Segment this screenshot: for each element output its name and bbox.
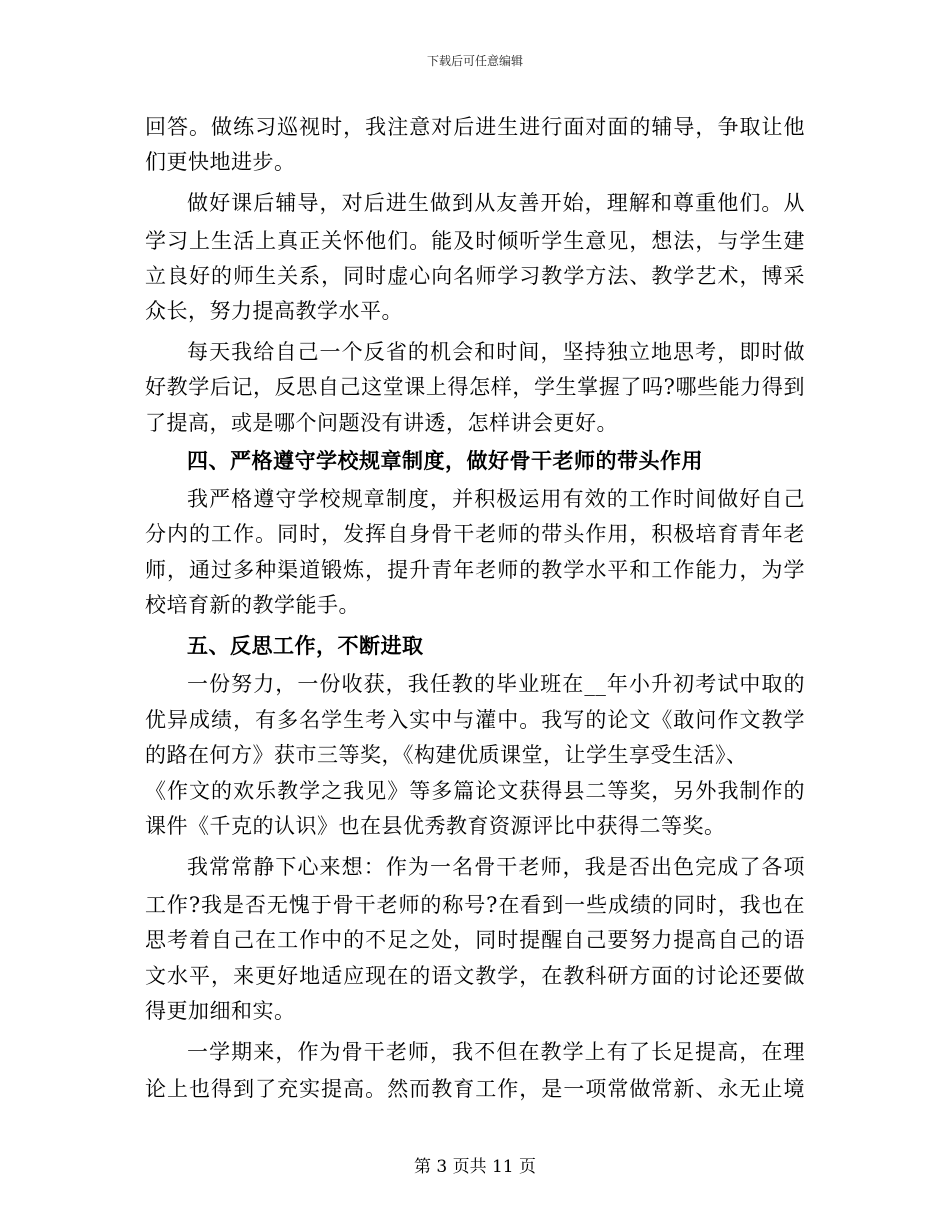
- body-line: 得更加细和实。: [145, 999, 296, 1023]
- body-line: 思考着自己在工作中的不足之处，同时提醒自己要努力提高自己的语: [145, 928, 805, 952]
- body-line: 校培育新的教学能手。: [145, 593, 360, 617]
- page-footer: 第 3 页共 11 页: [413, 1157, 537, 1177]
- body-line: 回答。做练习巡视时，我注意对后进生进行面对面的辅导，争取让他: [145, 115, 805, 139]
- body-line: 学习上生活上真正关怀他们。能及时倾听学生意见，想法，与学生建: [145, 229, 805, 253]
- body-line: 优异成绩，有多名学生考入实中与灌中。我写的论文《敢问作文教学: [145, 708, 805, 732]
- body-line: 师，通过多种渠道锻炼，提升青年老师的教学水平和工作能力，为学: [145, 558, 805, 582]
- body-line: 我严格遵守学校规章制度，并积极运用有效的工作时间做好自己: [187, 487, 805, 511]
- body-line: 分内的工作。同时，发挥自身骨干老师的带头作用，积极培育青年老: [145, 522, 805, 546]
- body-line: 众长，努力提高教学水平。: [145, 299, 403, 323]
- body-line: 做好课后辅导，对后进生做到从友善开始，理解和尊重他们。从: [187, 191, 805, 215]
- body-line: 一份努力，一份收获，我任教的毕业班在__年小升初考试中取的: [187, 672, 805, 696]
- body-line: 了提高，或是哪个问题没有讲透，怎样讲会更好。: [145, 411, 618, 435]
- body-line: 的路在何方》获市三等奖，《构建优质课堂，让学生享受生活》、: [145, 743, 748, 767]
- page-header: 下载后可任意编辑: [426, 54, 523, 68]
- section-heading: 四、严格遵守学校规章制度，做好骨干老师的带头作用: [187, 448, 703, 473]
- body-line: 一学期来，作为骨干老师，我不但在教学上有了长足提高，在理: [187, 1040, 805, 1064]
- section-heading: 五、反思工作，不断进取: [187, 633, 424, 658]
- body-line: 课件《千克的认识》也在县优秀教育资源评比中获得二等奖。: [145, 814, 726, 838]
- body-line: 《作文的欢乐教学之我见》等多篇论文获得县二等奖，另外我制作的: [145, 779, 805, 803]
- body-line: 好教学后记，反思自己这堂课上得怎样，学生掌握了吗?哪些能力得到: [145, 375, 805, 399]
- body-line: 立良好的师生关系，同时虚心向名师学习教学方法、教学艺术，博采: [145, 264, 805, 288]
- body-line: 工作?我是否无愧于骨干老师的称号?在看到一些成绩的同时，我也在: [145, 893, 805, 917]
- body-line: 我常常静下心来想：作为一名骨干老师，我是否出色完成了各项: [187, 855, 805, 879]
- body-line: 每天我给自己一个反省的机会和时间，坚持独立地思考，即时做: [187, 340, 805, 364]
- body-line: 们更快地进步。: [145, 150, 296, 174]
- body-line: 文水平，来更好地适应现在的语文教学，在教科研方面的讨论还要做: [145, 964, 805, 988]
- body-line: 论上也得到了充实提高。然而教育工作，是一项常做常新、永无止境: [145, 1077, 805, 1101]
